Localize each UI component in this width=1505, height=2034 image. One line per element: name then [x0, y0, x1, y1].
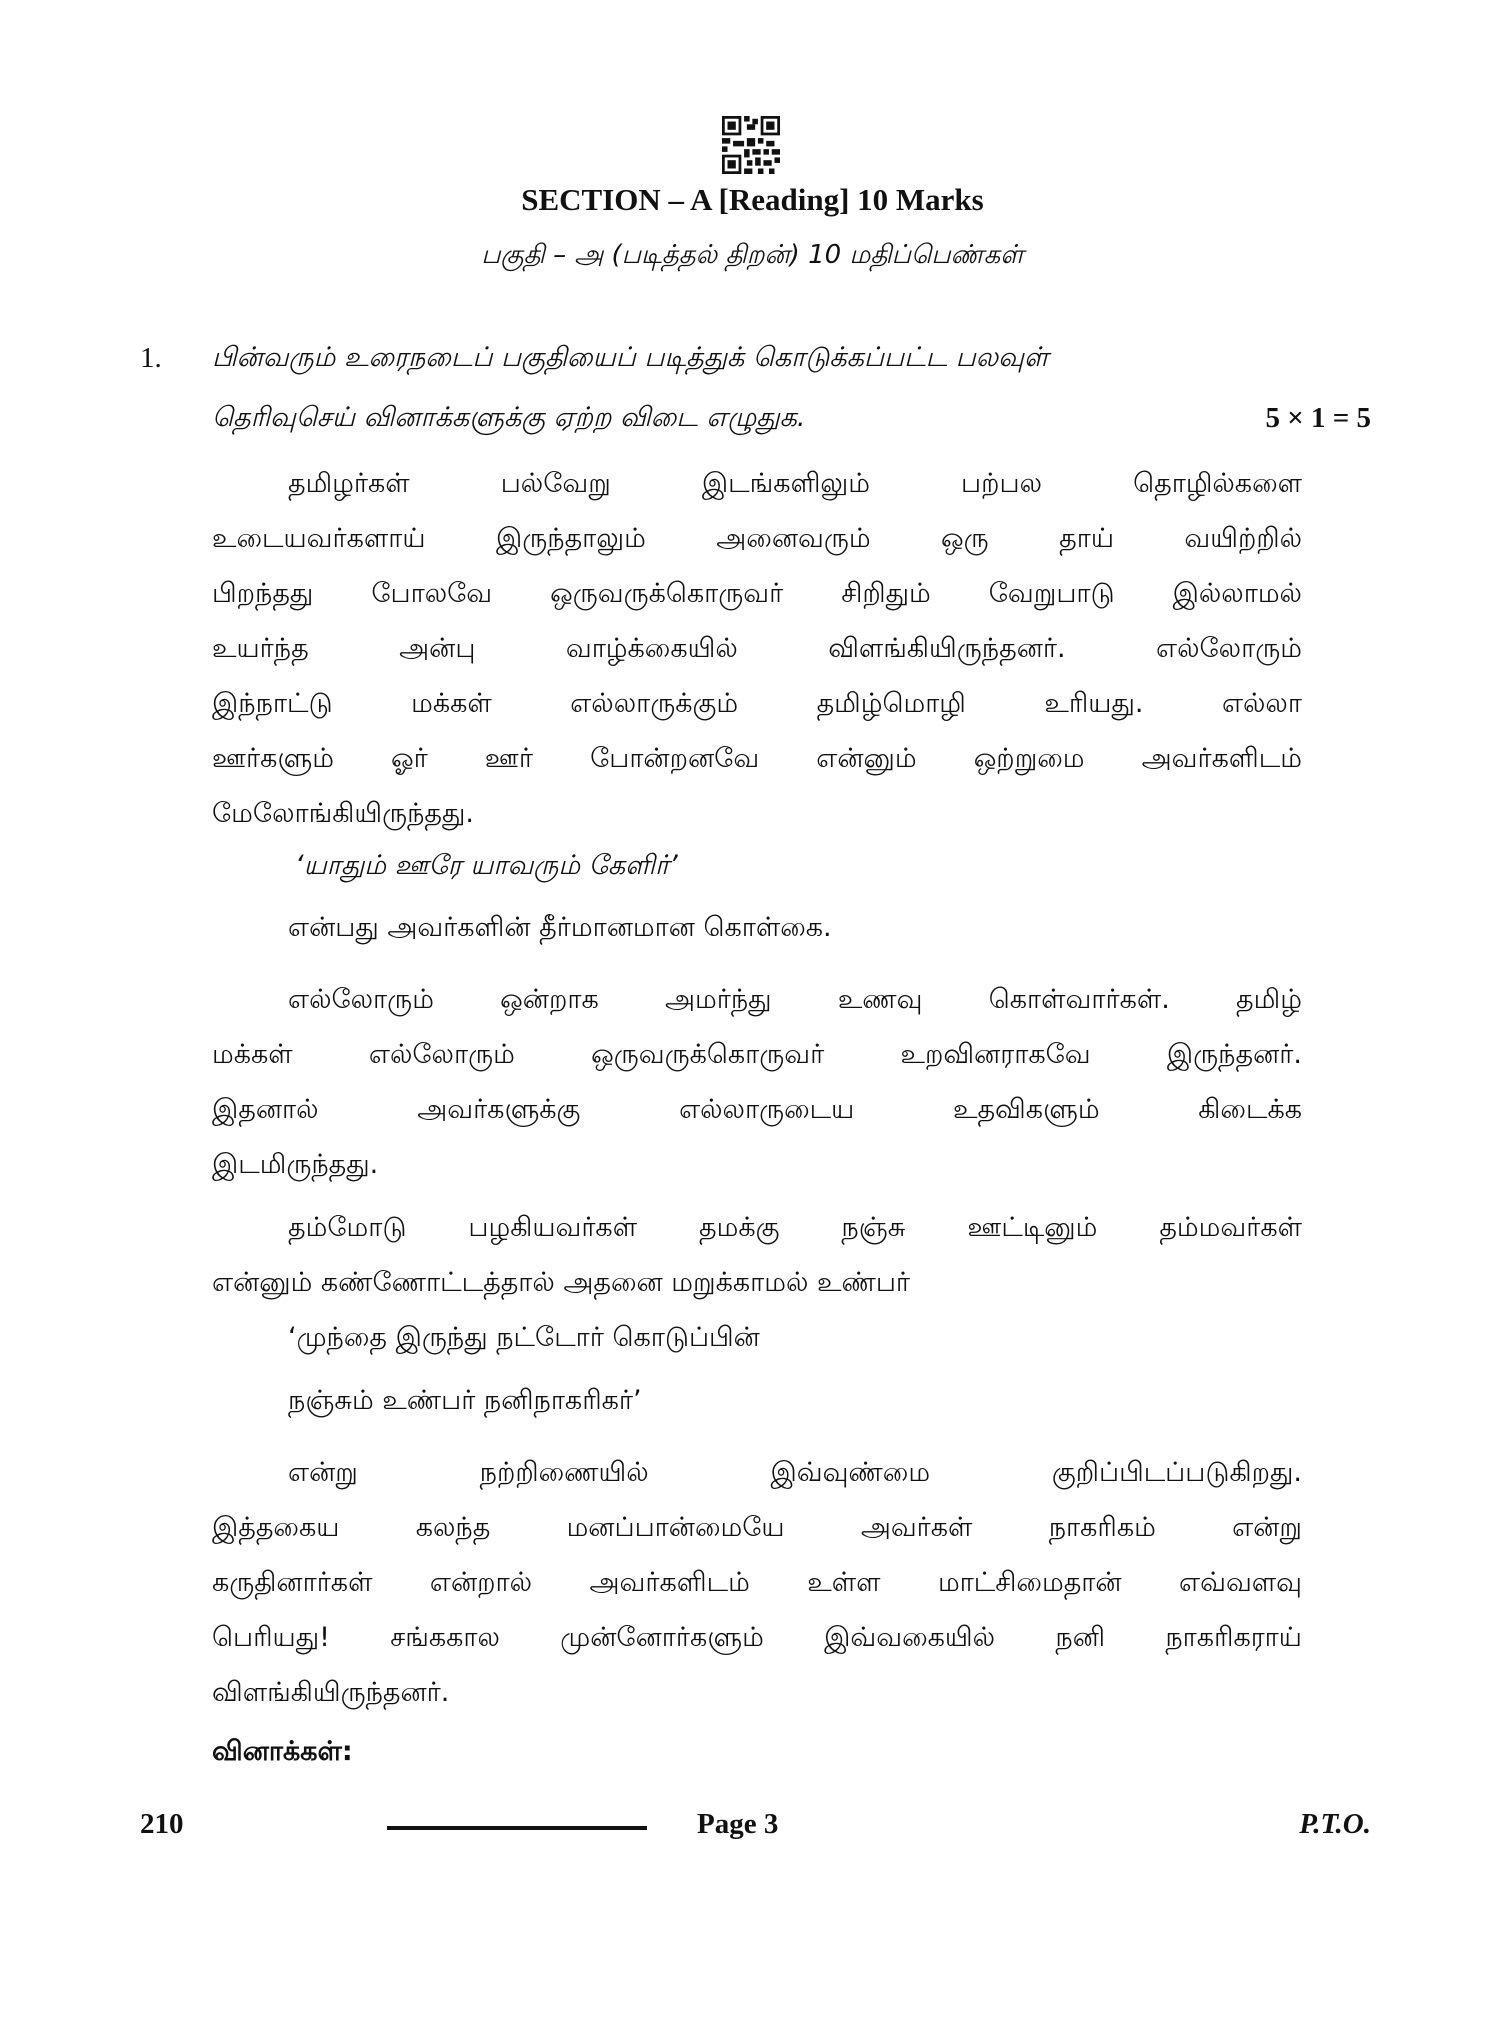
passage-line: உயர்ந்த அன்பு வாழ்க்கையில் விளங்கியிருந்தனர். எல்லோரும்	[212, 633, 1302, 664]
question-number: 1.	[140, 342, 162, 374]
passage-line: விளங்கியிருந்தனர்.	[212, 1677, 450, 1708]
question-instruction-line1: பின்வரும் உரைநடைப் பகுதியைப் படித்துக் கொடுக்கப்பட்ட பலவுள்	[212, 342, 1049, 373]
passage-quote-2-line2: நஞ்சும் உண்பர் நனிநாகரிகர்’	[288, 1385, 642, 1416]
footer-pto: P.T.O.	[1299, 1808, 1371, 1840]
passage-line: இதனால் அவர்களுக்கு எல்லாருடைய உதவிகளும் கிடைக்க	[212, 1094, 1302, 1125]
passage-paragraph-3	[212, 1200, 1302, 1310]
passage-line: தமிழர்கள் பல்வேறு இடங்களிலும் பற்பல தொழில்களை	[288, 468, 1302, 499]
passage-line: பெரியது! சங்ககால முன்னோர்களும் இவ்வகையில் நனி நாகரிகராய்	[212, 1622, 1302, 1653]
passage-line: என்று நற்றிணையில் இவ்வுண்மை குறிப்பிடப்படுகிறது.	[288, 1457, 1302, 1488]
passage-line: இந்நாட்டு மக்கள் எல்லாருக்கும் தமிழ்மொழி உரியது. எல்லா	[212, 688, 1302, 719]
passage-line: தம்மோடு பழகியவர்கள் தமக்கு நஞ்சு ஊட்டினும் தம்மவர்கள்	[288, 1212, 1302, 1243]
passage-quote-1-follow: என்பது அவர்களின் தீர்மானமான கொள்கை.	[288, 912, 832, 943]
passage-paragraph-2	[212, 972, 1302, 1192]
passage-line: ஊர்களும் ஓர் ஊர் போன்றனவே என்னும் ஒற்றுமை அவர்களிடம்	[212, 743, 1302, 774]
passage-line: இடமிருந்தது.	[212, 1149, 379, 1180]
passage-quote-1: ‘யாதும் ஊரே யாவரும் கேளிர்’	[295, 850, 678, 881]
passage-quote-2-line1: ‘முந்தை இருந்து நட்டோர் கொடுப்பின்	[288, 1322, 760, 1353]
passage-line: மக்கள் எல்லோரும் ஒருவருக்கொருவர் உறவினராகவே இருந்தனர்.	[212, 1039, 1302, 1070]
footer-paper-code: 210	[140, 1808, 184, 1840]
passage-line: உடையவர்களாய் இருந்தாலும் அனைவரும் ஒரு தாய் வயிற்றில்	[212, 523, 1302, 554]
qr-code-icon	[722, 116, 780, 174]
passage-line: பிறந்தது போலவே ஒருவருக்கொருவர் சிறிதும் வேறுபாடு இல்லாமல்	[212, 578, 1302, 609]
questions-label: வினாக்கள்:	[212, 1736, 353, 1767]
footer-divider	[387, 1826, 647, 1830]
passage-line: கருதினார்கள் என்றால் அவர்களிடம் உள்ள மாட்சிமைதான் எவ்வளவு	[212, 1567, 1302, 1598]
passage-line: எல்லோரும் ஒன்றாக அமர்ந்து உணவு கொள்வார்கள். தமிழ்	[288, 984, 1302, 1015]
question-instruction-line2: தெரிவுசெய் வினாக்களுக்கு ஏற்ற விடை எழுதுக.	[212, 402, 806, 433]
passage-paragraph-1	[212, 456, 1302, 841]
question-marks: 5 × 1 = 5	[1265, 402, 1371, 434]
passage-line: என்னும் கண்ணோட்டத்தால் அதனை மறுக்காமல் உண்பர்	[212, 1267, 911, 1298]
section-title: SECTION – A [Reading] 10 Marks	[521, 182, 984, 217]
passage-line: இத்தகைய கலந்த மனப்பான்மையே அவர்கள் நாகரிகம் என்று	[212, 1512, 1302, 1543]
section-subtitle: பகுதி – அ (படித்தல் திறன்) 10 மதிப்பெண்கள்	[481, 240, 1024, 270]
passage-line: மேலோங்கியிருந்தது.	[212, 798, 474, 829]
footer-page-number: Page 3	[697, 1808, 779, 1840]
passage-paragraph-4	[212, 1445, 1302, 1720]
